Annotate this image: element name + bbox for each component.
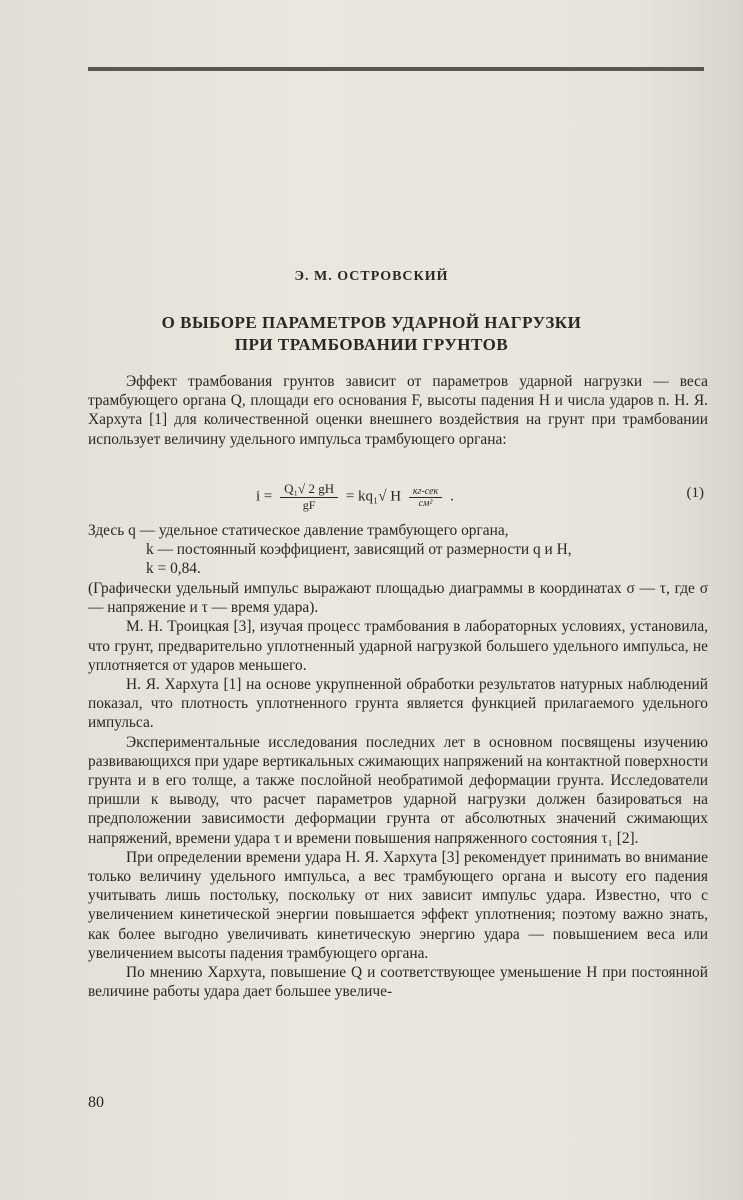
- paragraph: По мнению Хархута, повышение Q и соответствующее уменьшение H при постоянной величине работы удара дает большее увеличе-: [88, 964, 708, 1001]
- formula-tail: .: [449, 488, 454, 505]
- legend-line: k = 0,84.: [146, 560, 201, 578]
- formula-expression: [256, 481, 454, 513]
- legend-line: Здесь q — удельное статическое давление трамбующего органа,: [88, 522, 509, 539]
- page-number: 80: [88, 1094, 104, 1111]
- paragraph: Н. Я. Хархута [1] на основе укрупненной обработки результатов натурных наблюдений показал, что плотность уплотненного грунта является функцией прилагаемого удельного импульса.: [88, 676, 708, 732]
- title-line: О ВЫБОРЕ ПАРАМЕТРОВ УДАРНОЙ НАГРУЗКИ: [161, 313, 582, 332]
- paragraph: Эффект трамбования грунтов зависит от параметров ударной нагрузки — веса трамбующего органа Q, площади его основания F, высоты падения H и числа ударов n. Н. Я. Хархута [1] для количественной оценки внешнего воздействия на грунт при трамбовании использует величину удельного импульса трамбующего органа:: [88, 373, 708, 448]
- paragraph: М. Н. Троицкая [3], изучая процесс трамбования в лабораторных условиях, установила, что грунт, предварительно уплотненный ударной нагрузкой большего удельного импульса, не уплотняется от ударов меньшего.: [88, 618, 708, 674]
- paragraph: При определении времени удара Н. Я. Хархута [3] рекомендует принимать во внимание только величину удельного импульса, а вес трамбующего органа и высоту его падения учитывать лишь постольку, поскольку от них зависит импульс удара. Известно, что с увеличением кинетической энергии повышается эффект уплотнения; поэтому важно знать, как более выгодно увеличивать кинетическую энергию удара — повышением веса или увеличением высоты падения трамбующего органа.: [88, 848, 708, 962]
- intro-paragraph: [88, 372, 708, 449]
- fraction-denominator: gF: [302, 498, 316, 512]
- title-line: ПРИ ТРАМБОВАНИИ ГРУНТОВ: [234, 335, 509, 354]
- fraction-numerator: Q₁√ 2 gH: [280, 481, 338, 498]
- article-title: [0, 312, 743, 356]
- units-fraction: [409, 486, 442, 509]
- equation-number: (1): [686, 485, 704, 501]
- formula-1: [88, 477, 708, 517]
- legend-line: k — постоянный коэффициент, зависящий от размерности q и H,: [146, 541, 572, 559]
- formula-fraction: [280, 481, 338, 513]
- paragraph: Экспериментальные исследования последних лет в основном посвящены изучению развивающихся при ударе вертикальных сжимающих напряжений на контактной поверхности грунта и в его толще, а также послойной необратимой деформации грунта. Исследователи пришли к выводу, что расчет параметров ударной нагрузки должен базироваться на предположении зависимости деформации грунта от абсолютных значений сжимающих напряжений, времени удара τ и времени повышения напряженного состояния τ₁ [2].: [88, 733, 708, 847]
- author-name: Э. М. ОСТРОВСКИЙ: [294, 269, 449, 284]
- header-rule: [88, 67, 704, 71]
- body-text: [88, 579, 708, 1001]
- formula-lhs: i =: [256, 488, 273, 505]
- paragraph: (Графически удельный импульс выражают площадью диаграммы в координатах σ — τ, где σ — напряжение и τ — время удара).: [88, 580, 708, 617]
- units-denominator: см²: [418, 497, 433, 509]
- units-numerator: кг-сек: [409, 486, 442, 498]
- formula-middle: = kq₁√ H: [345, 488, 402, 505]
- formula-legend: [88, 521, 708, 579]
